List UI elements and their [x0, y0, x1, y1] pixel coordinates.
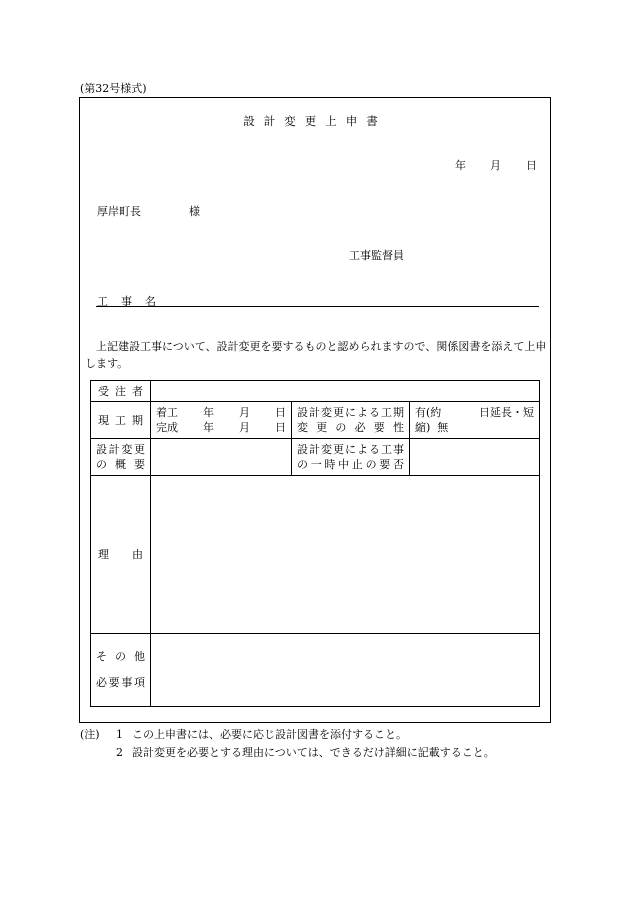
reason-field[interactable]	[151, 476, 540, 634]
other-label: その他 必要事項	[91, 634, 151, 707]
work-name-field[interactable]	[96, 306, 539, 307]
period-field[interactable]	[151, 402, 292, 439]
finish-row: 完成 年 月 日	[156, 421, 286, 434]
supervisor-label: 工事監督員	[349, 249, 404, 262]
reason-label: 理由	[91, 476, 151, 634]
period-label: 現工期	[91, 402, 151, 439]
form-number-label: (第32号様式)	[80, 82, 147, 95]
other-field[interactable]	[151, 634, 540, 707]
note-item: 2 設計変更を必要とする理由については、できるだけ詳細に記載すること。	[116, 746, 495, 759]
notes	[80, 726, 495, 762]
extension-label: 設計変更による工期 変更の必要性	[292, 402, 410, 439]
date-year: 年	[455, 159, 466, 172]
date-day: 日	[526, 159, 537, 172]
suspension-field[interactable]	[410, 439, 540, 476]
date-month: 月	[490, 159, 501, 172]
extension-field[interactable]: 有(約 日延長・短 縮) 無	[410, 402, 540, 439]
contractor-label: 受注者	[91, 381, 151, 402]
start-row: 着工 年 月 日	[156, 406, 286, 419]
note-item: (注) 1 この上申書には、必要に応じ設計図書を添付すること。	[80, 728, 407, 741]
work-name-label: 工事名	[97, 295, 169, 308]
addressee: 厚岸町長	[97, 205, 141, 218]
application-table	[90, 380, 540, 707]
contractor-field[interactable]	[151, 381, 540, 402]
page-title: 設計変更上申書	[243, 114, 387, 128]
honorific: 様	[189, 205, 200, 218]
summary-label: 設計変更 の概要	[91, 439, 151, 476]
suspension-label: 設計変更による工事 の一時中止の要否	[292, 439, 410, 476]
request-paragraph: 上記建設工事について、設計変更を要するものと認められますので、関係図書を添えて上申します。	[85, 340, 547, 370]
summary-field[interactable]	[151, 439, 292, 476]
